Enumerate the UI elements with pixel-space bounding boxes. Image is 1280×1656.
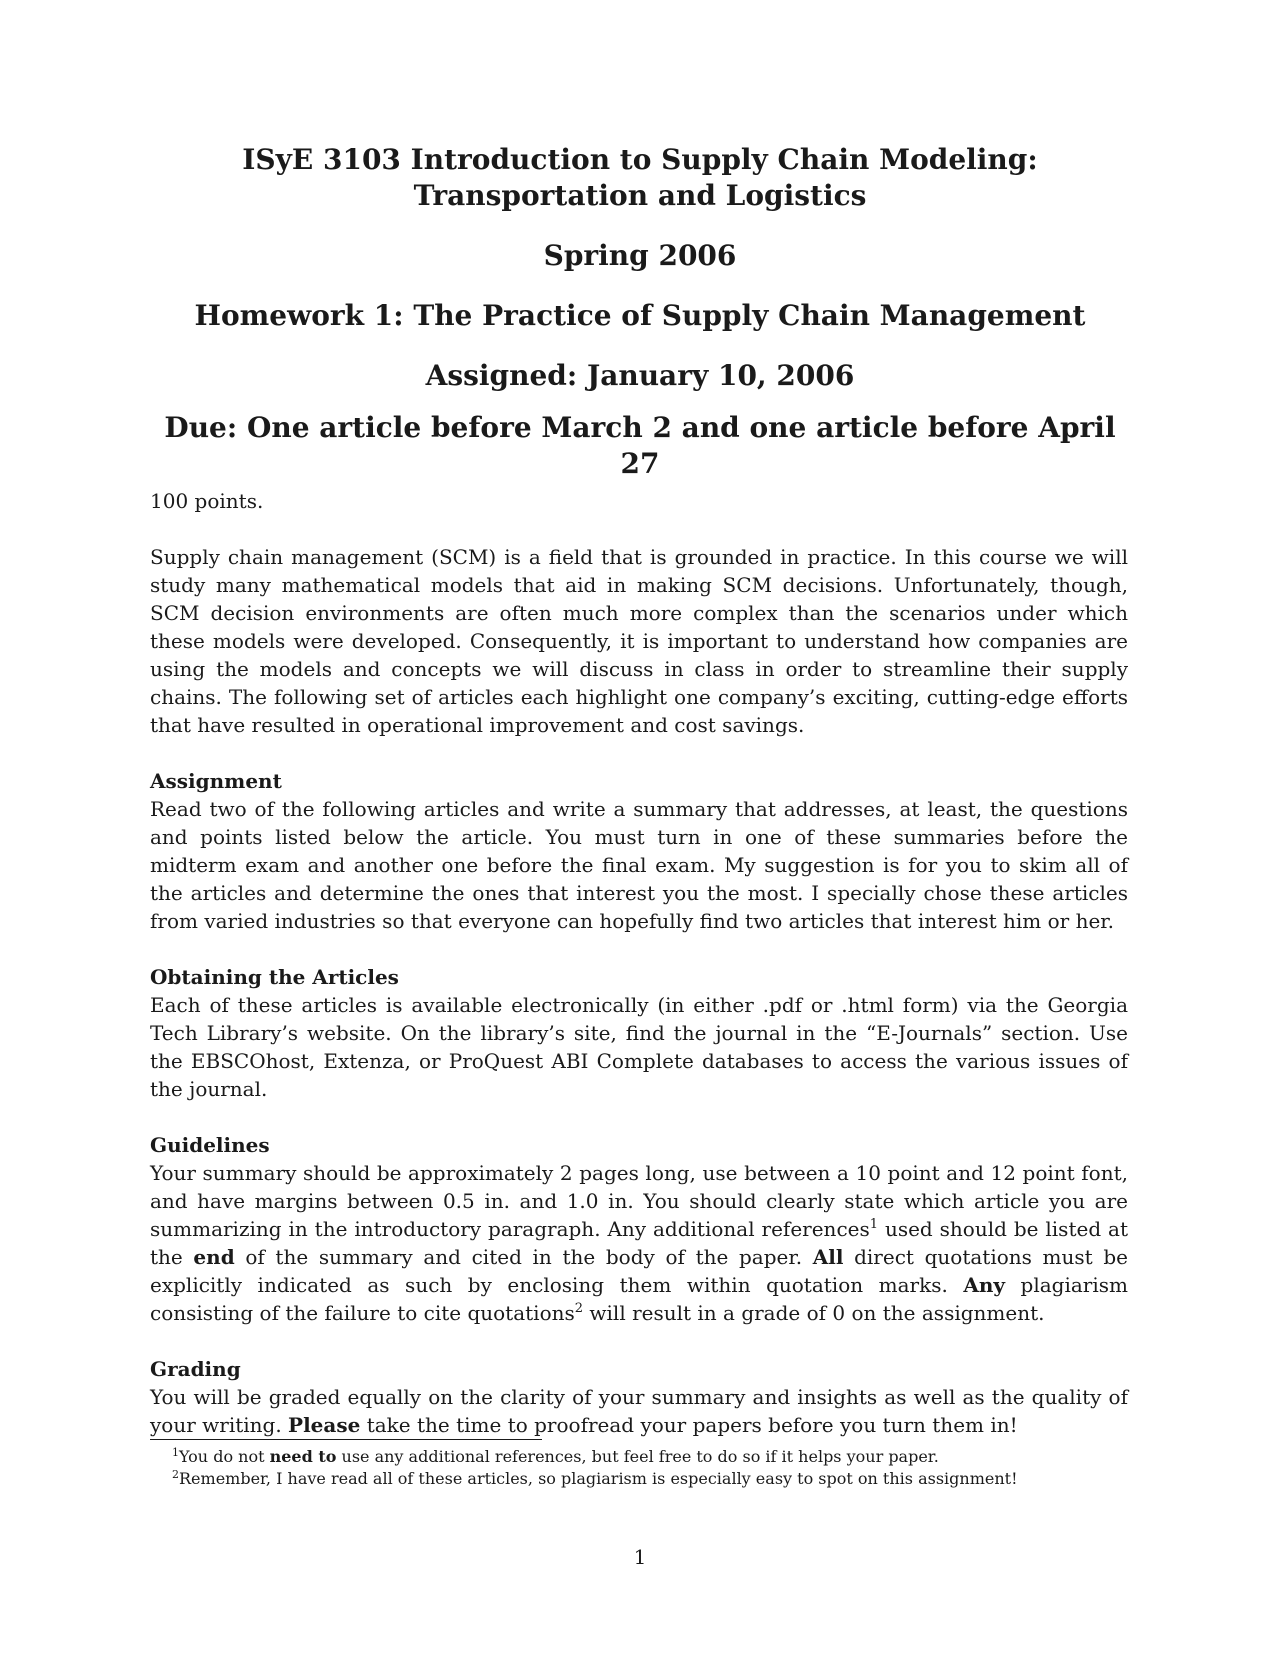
- title-block: [150, 142, 1130, 482]
- footnote-1-text-1: You do not: [179, 1447, 270, 1466]
- guidelines-text-4: direct quotations must be explicitly indicated as such by enclosing them within quotation marks.: [150, 1245, 1128, 1297]
- section-guidelines: [150, 1131, 1128, 1327]
- footnote-mark-2: 2: [172, 1468, 179, 1481]
- term-label: Spring 2006: [543, 239, 737, 272]
- footnote-1-bold: need to: [269, 1447, 337, 1466]
- footnotes: [172, 1446, 1132, 1490]
- grading-text-1: You will be graded equally on the clarity of your summary and insights as well as the quality of your writing.: [150, 1385, 1128, 1437]
- section-grading: [150, 1355, 1128, 1439]
- footnote-1-text-2: use any additional references, but feel free to do so if it helps your paper.: [336, 1447, 939, 1466]
- guidelines-text-2: used should be listed at the: [150, 1217, 1128, 1269]
- section-heading-assignment: Assignment: [150, 769, 282, 793]
- section-body-guidelines: [150, 1159, 1128, 1327]
- section-assignment: [150, 767, 1128, 935]
- section-body-obtaining: Each of these articles is available electronically (in either .pdf or .html form) via the Georgia Tech Library’s website. On the library’s site, find the journal in the “E-Journals” section. Use the EBSCOhost, Extenza, or ProQuest ABI Complete databases to access the various issues of the journal.: [150, 993, 1128, 1101]
- footnote-1: [172, 1446, 1132, 1468]
- footnote-ref-2: 2: [574, 1301, 584, 1316]
- footnote-mark-1: 1: [172, 1446, 179, 1459]
- intro-paragraph: Supply chain management (SCM) is a field that is grounded in practice. In this course we will study many mathematical models that aid in making SCM decisions. Unfortunately, though, SCM decision environments are often much more complex than the scenarios under which these models were developed. Consequently, it is important to understand how companies are using the models and concepts we will discuss in class in order to streamline their supply chains. The following set of articles each highlight one company’s exciting, cutting-edge efforts that have resulted in operational improvement and cost savings.: [150, 545, 1128, 737]
- document-body: [150, 487, 1128, 1439]
- section-body-assignment: Read two of the following articles and write a summary that addresses, at least, the questions and points listed below the article. You must turn in one of these summaries before the midterm exam and another one before the final exam. My suggestion is for you to skim all of the articles and determine the ones that interest you the most. I specially chose these articles from varied industries so that everyone can hopefully find two articles that interest him or her.: [150, 797, 1128, 933]
- grading-bold-please: Please: [288, 1413, 361, 1437]
- section-body-grading: [150, 1383, 1128, 1439]
- footnote-ref-1: 1: [869, 1217, 879, 1232]
- guidelines-text-1: Your summary should be approximately 2 pages long, use between a 10 point and 12 point font, and have margins between 0.5 in. and 1.0 in. You should clearly state which article you are summarizing in the introductory paragraph. Any additional references: [150, 1161, 1128, 1241]
- guidelines-bold-all: All: [812, 1245, 844, 1269]
- section-obtaining: [150, 963, 1128, 1103]
- guidelines-text-5: plagiarism consisting of the failure to cite quotations: [150, 1273, 1128, 1325]
- homework-title: Homework 1: The Practice of Supply Chain Management: [194, 299, 1086, 332]
- due-date: Due: One article before March 2 and one article before April 27: [164, 411, 1116, 480]
- points-text: 100 points.: [150, 489, 264, 513]
- footnote-2: [172, 1468, 1132, 1490]
- section-heading-grading: Grading: [150, 1357, 241, 1381]
- course-title-line1: ISyE 3103 Introduction to Supply Chain Modeling:: [242, 143, 1038, 176]
- course-title-line2: Transportation and Logistics: [413, 179, 867, 212]
- assigned-date: Assigned: January 10, 2006: [425, 359, 855, 392]
- page-number: 1: [633, 1545, 647, 1569]
- guidelines-bold-end: end: [193, 1245, 235, 1269]
- grading-text-2: take the time to proofread your papers before you turn them in!: [360, 1413, 1018, 1437]
- section-heading-obtaining: Obtaining the Articles: [150, 965, 399, 989]
- footnote-2-text: Remember, I have read all of these articles, so plagiarism is especially easy to spot on this assignment!: [179, 1469, 1018, 1488]
- footnote-divider: [150, 1439, 542, 1440]
- guidelines-text-3: of the summary and cited in the body of the paper.: [234, 1245, 813, 1269]
- section-heading-guidelines: Guidelines: [150, 1133, 270, 1157]
- guidelines-bold-any: Any: [963, 1273, 1006, 1297]
- guidelines-text-6: will result in a grade of 0 on the assignment.: [583, 1301, 1045, 1325]
